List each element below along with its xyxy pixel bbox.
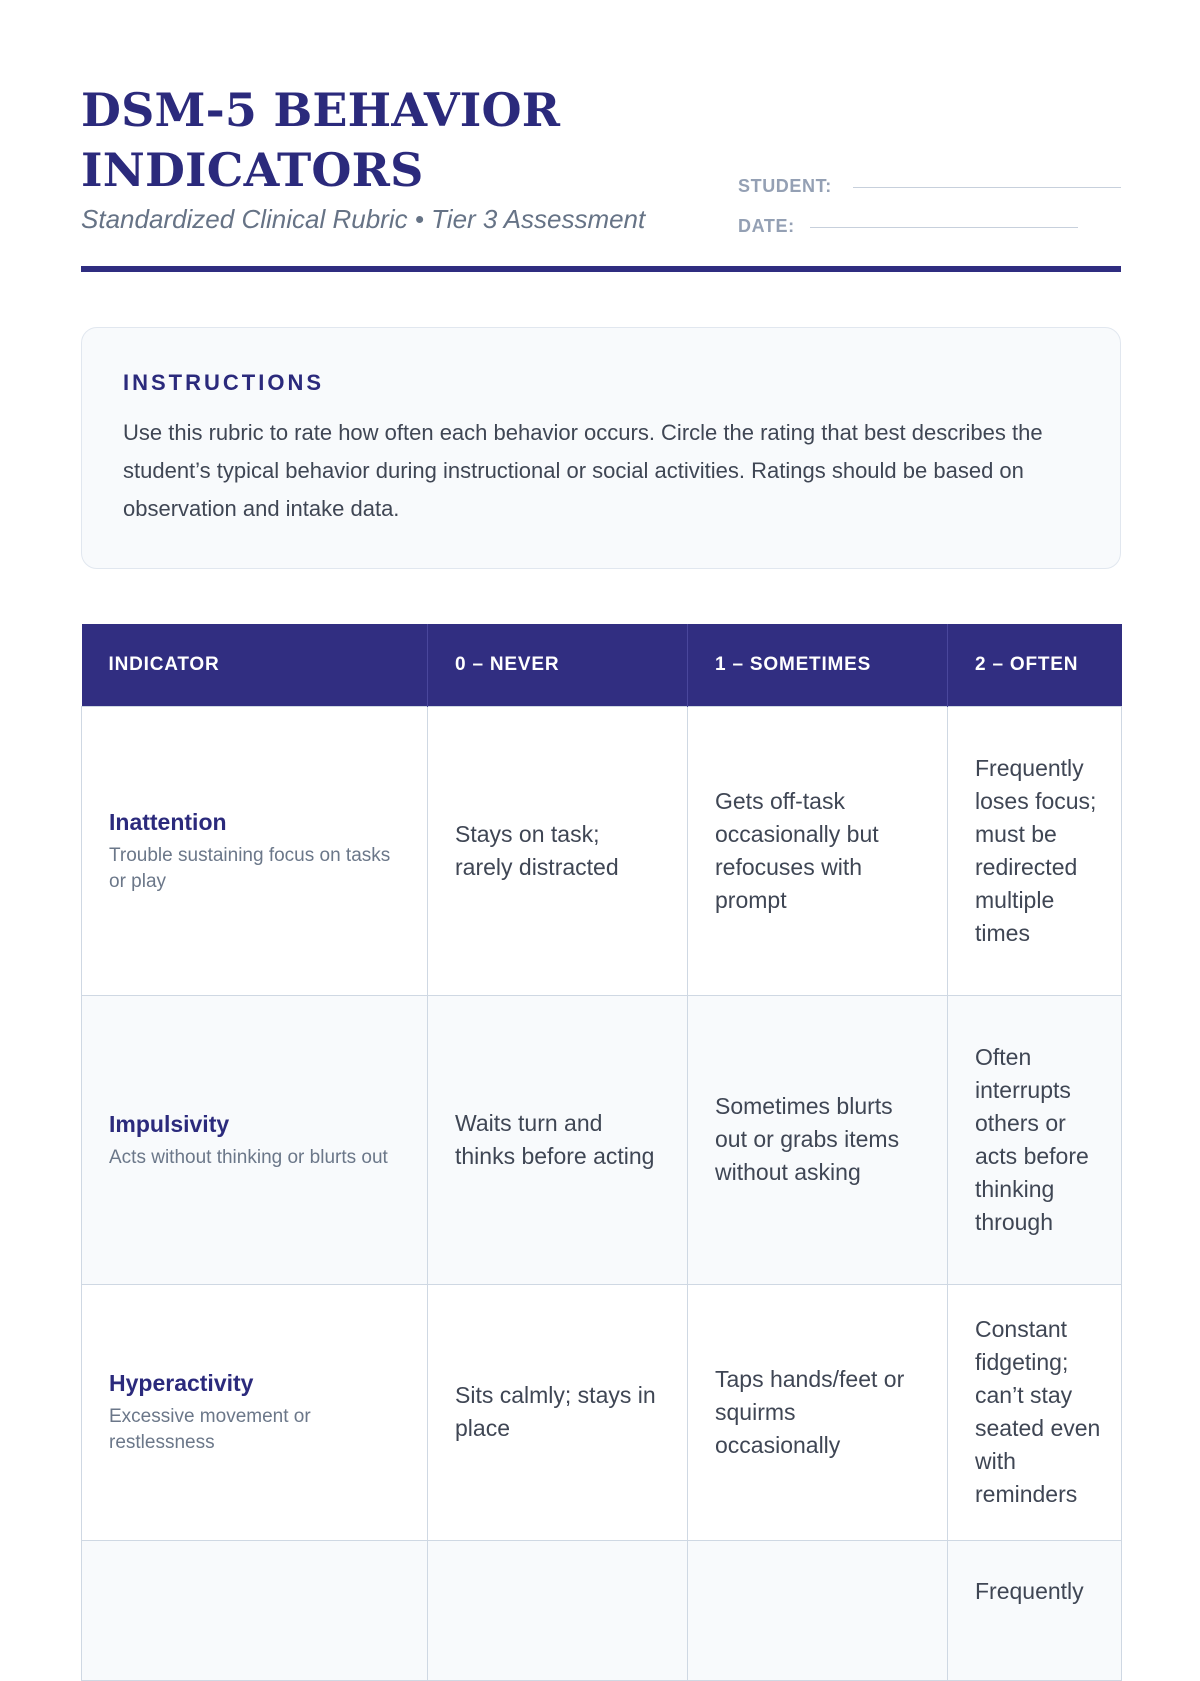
instructions-heading: INSTRUCTIONS — [123, 370, 324, 395]
rating-often-cell[interactable]: Constant fidgeting; can’t stay seated even with reminders — [948, 1284, 1122, 1540]
rating-sometimes-cell[interactable]: Taps hands/feet or squirms occasionally — [688, 1284, 948, 1540]
page-subtitle: Standardized Clinical Rubric • Tier 3 Assessment — [81, 204, 646, 234]
student-label: STUDENT: — [738, 176, 832, 196]
rating-sometimes-cell[interactable]: Gets off-task occasionally but refocuses with prompt — [688, 706, 948, 995]
rubric-page — [81, 0, 1121, 1604]
indicator-description: Trouble sustaining focus on tasks or play — [109, 844, 391, 892]
rating-sometimes-cell[interactable]: Sometimes blurts out or grabs items without asking — [688, 995, 948, 1284]
rating-sometimes-cell[interactable] — [688, 1540, 948, 1680]
indicator-cell — [82, 1284, 428, 1540]
header-divider — [81, 266, 1121, 272]
column-header-often: 2 – OFTEN — [948, 624, 1122, 706]
date-line[interactable] — [810, 227, 1078, 228]
student-row — [738, 172, 1121, 212]
instructions-panel — [81, 327, 1121, 569]
column-header-never: 0 – NEVER — [428, 624, 688, 706]
table-row — [82, 1540, 1122, 1680]
rating-often-cell[interactable]: Often interrupts others or acts before thinking through — [948, 995, 1122, 1284]
indicator-cell — [82, 1540, 428, 1680]
rating-never-cell[interactable]: Waits turn and thinks before acting — [428, 995, 688, 1284]
date-label: DATE: — [738, 216, 795, 236]
column-header-sometimes: 1 – SOMETIMES — [688, 624, 948, 706]
indicator-cell — [82, 995, 428, 1284]
rubric-table — [81, 624, 1122, 1681]
table-row — [82, 1284, 1122, 1540]
rating-never-cell[interactable]: Sits calmly; stays in place — [428, 1284, 688, 1540]
table-header-row — [82, 624, 1122, 706]
table-row — [82, 706, 1122, 995]
column-header-indicator: INDICATOR — [82, 624, 428, 706]
table-row — [82, 995, 1122, 1284]
indicator-description: Excessive movement or restlessness — [109, 1406, 311, 1453]
page-title: DSM-5 BEHAVIOR INDICATORS — [81, 83, 561, 197]
indicator-name: Inattention — [109, 808, 227, 835]
page-header — [81, 0, 1121, 276]
indicator-cell — [82, 706, 428, 995]
rating-never-cell[interactable] — [428, 1540, 688, 1680]
date-row — [738, 212, 1121, 252]
indicator-name: Hyperactivity — [109, 1370, 254, 1396]
instructions-text: Use this rubric to rate how often each behavior occurs. Circle the rating that best describes the student’s typical behavior during instructional or social activities. Ratings should be based on observation and intake data. — [123, 420, 1043, 521]
student-meta — [738, 172, 1121, 252]
indicator-description: Acts without thinking or blurts out — [109, 1146, 388, 1168]
rating-never-cell[interactable]: Stays on task; rarely distracted — [428, 706, 688, 995]
student-name-line[interactable] — [853, 187, 1121, 188]
indicator-name: Impulsivity — [109, 1110, 230, 1137]
rating-often-cell[interactable]: Frequently — [948, 1540, 1122, 1680]
rating-often-cell[interactable]: Frequently loses focus; must be redirected multiple times — [948, 706, 1122, 995]
